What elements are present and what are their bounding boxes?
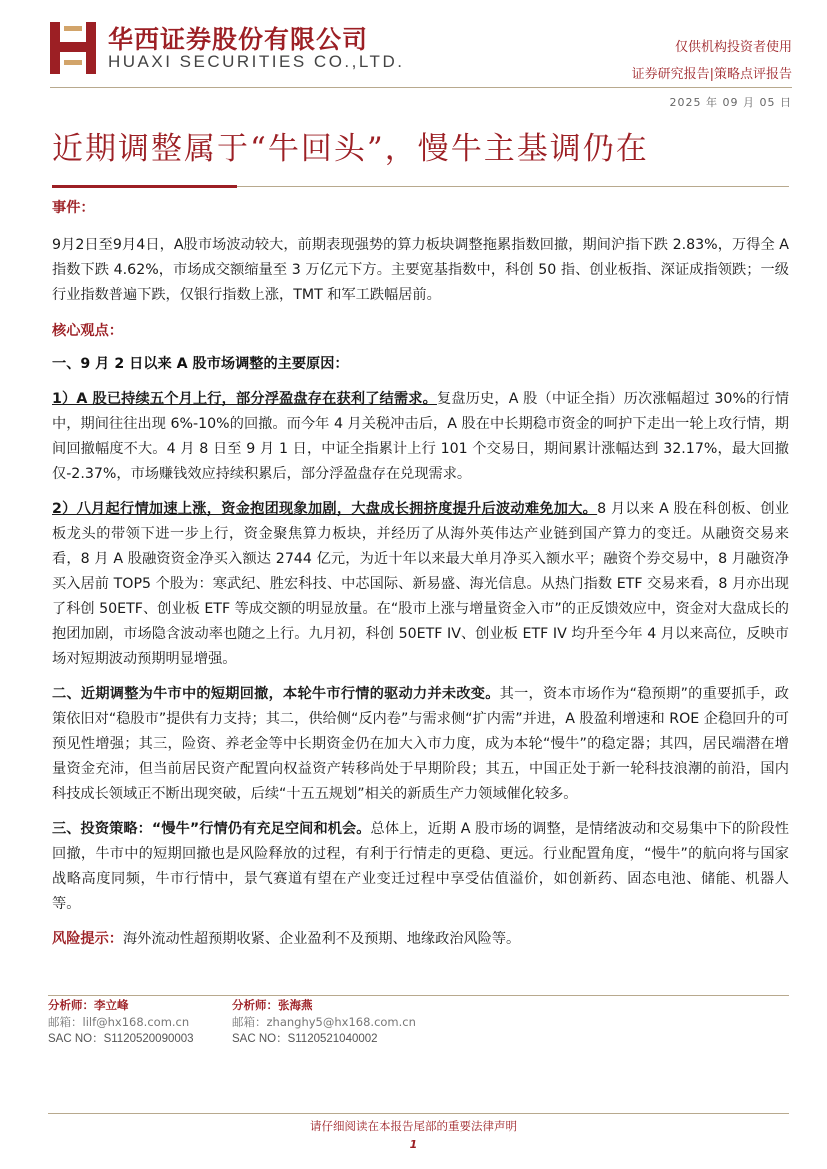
analyst-sac: SAC NO：S1120520090003	[48, 1033, 194, 1045]
section3-text: 总体上，近期 A 股市场的调整，是情绪波动和交易集中下的阶段性回撤，牛市中的短期回撤也是风险释放的过程，有利于行情走的更稳、更远。行业配置角度，“慢牛”的航向将与国家战略高度同频，牛市行情中，景气赛道有望在产业变迁过程中享受估值溢价，如创新药、固态电池、储能、机器人等。	[52, 821, 789, 912]
company-name-cn: 华西证券股份有限公司	[108, 25, 369, 54]
section2-para	[52, 682, 789, 807]
analyst-divider	[48, 995, 789, 996]
section1-para1-lead: 1）A 股已持续五个月上行，部分浮盈盘存在获利了结需求。	[52, 391, 437, 407]
section1-heading: 一、9 月 2 日以来 A 股市场调整的主要原因：	[52, 356, 349, 372]
analyst-email: 邮箱：zhanghy5@hx168.com.cn	[232, 1015, 416, 1029]
report-date: 2025 年 09 月 05 日	[669, 96, 792, 109]
event-text: 9月2日至9月4日，A股市场波动较大，前期表现强势的算力板块调整拖累指数回撤，期间沪指下跌 2.83%，万得全 A 指数下跌 4.62%，市场成交额缩量至 3 万亿元下方。主要宽基指数中，科创 50 指、创业板指、深证成指领跌；一级行业指数普遍下跌，仅银行指数上涨，TMT 和军工跌幅居前。	[52, 237, 789, 303]
section2-lead: 二、近期调整为牛市中的短期回撤，本轮牛市行情的驱动力并未改变。	[52, 686, 500, 702]
risk-text: 海外流动性超预期收紧、企业盈利不及预期、地缘政治风险等。	[122, 931, 521, 947]
section2-text: 其一，资本市场作为“稳预期”的重要抓手，政策依旧对“稳股市”提供有力支持；其二，供给侧“反内卷”与需求侧“扩内需”并进，A 股盈利增速和 ROE 企稳回升的可预见性增强；其三，险资、养老金等中长期资金仍在加大入市力度，成为本轮“慢牛”的稳定器；其四，居民端潜在增量资金充沛，但当前居民资产配置向权益资产转移尚处于早期阶段；其五，中国正处于新一轮科技浪潮的前沿，国内科技成长领域正不断出现突破，后续“十五五规划”相关的新质生产力领域催化较多。	[52, 686, 789, 802]
section1-para2-text: 8 月以来 A 股在科创板、创业板龙头的带领下进一步上行，资金聚焦算力板块，并经历了从海外英伟达产业链到国产算力的变迁。从融资交易来看，8 月 A 股融资资金净买入额达 2744 亿元，为近十年以来最大单月净买入额水平；融资个券交易中，8 月融资净买入居前 TOP5 个股为：寒武纪、胜宏科技、中芯国际、新易盛、海光信息。从热门指数 ETF 交易来看，8 月亦出现了科创 50ETF、创业板 ETF 等成交额的明显放量。在“股市上涨与增量资金入市”的正反馈效应中，资金对大盘成长的抱团加剧，市场隐含波动率也随之上行。九月初，科创 50ETF IV、创业板 ETF IV 均升至今年 4 月以来高位，反映市场对短期波动预期明显增强。	[52, 501, 789, 667]
footer-divider	[48, 1113, 789, 1114]
title-underline-gold	[237, 186, 789, 187]
report-body	[52, 196, 789, 952]
section1-para1	[52, 387, 789, 487]
legal-notice: 请仔细阅读在本报告尾部的重要法律声明	[310, 1119, 517, 1133]
section3-para	[52, 817, 789, 917]
huaxi-logo-icon	[50, 22, 96, 74]
analyst-sac: SAC NO：S1120521040002	[232, 1033, 378, 1045]
header-divider	[50, 87, 792, 88]
report-type-tag: 证券研究报告|策略点评报告	[631, 67, 792, 82]
event-label: 事件：	[52, 200, 95, 216]
report-title: 近期调整属于“牛回头”，慢牛主基调仍在	[52, 131, 649, 167]
audience-tag: 仅供机构投资者使用	[674, 40, 792, 55]
core-view-label: 核心观点：	[52, 323, 123, 339]
analyst-name: 分析师：李立峰	[48, 998, 129, 1012]
section1-para2-lead: 2）八月起行情加速上涨，资金抱团现象加剧，大盘成长拥挤度提升后波动难免加大。	[52, 501, 598, 517]
risk-para	[52, 927, 789, 952]
title-underline-red	[52, 185, 237, 188]
analyst-name: 分析师：张海燕	[232, 998, 313, 1012]
section3-lead: 三、投资策略：“慢牛”行情仍有充足空间和机会。	[52, 821, 371, 837]
analyst-block-1	[48, 997, 194, 1048]
page-number: 1	[409, 1138, 418, 1151]
section1-para2	[52, 497, 789, 672]
analyst-email: 邮箱：lilf@hx168.com.cn	[48, 1015, 190, 1029]
analyst-block-2	[232, 997, 416, 1048]
risk-label: 风险提示：	[52, 931, 123, 947]
section1-para1-text: 复盘历史，A 股（中证全指）历次涨幅超过 30%的行情中，期间往往出现 6%-10%的回撤。而今年 4 月关税冲击后，A 股在中长期稳市资金的呵护下走出一轮上攻行情，期间回撤幅度不大。4 月 8 日至 9 月 1 日，中证全指累计上行 101 个交易日，期间累计涨幅达到 32.17%，最大回撤仅-2.37%，市场赚钱效应持续积累后，部分浮盈盘存在兑现需求。	[52, 391, 790, 482]
company-name-en: HUAXI SECURITIES CO.,LTD.	[108, 52, 405, 71]
